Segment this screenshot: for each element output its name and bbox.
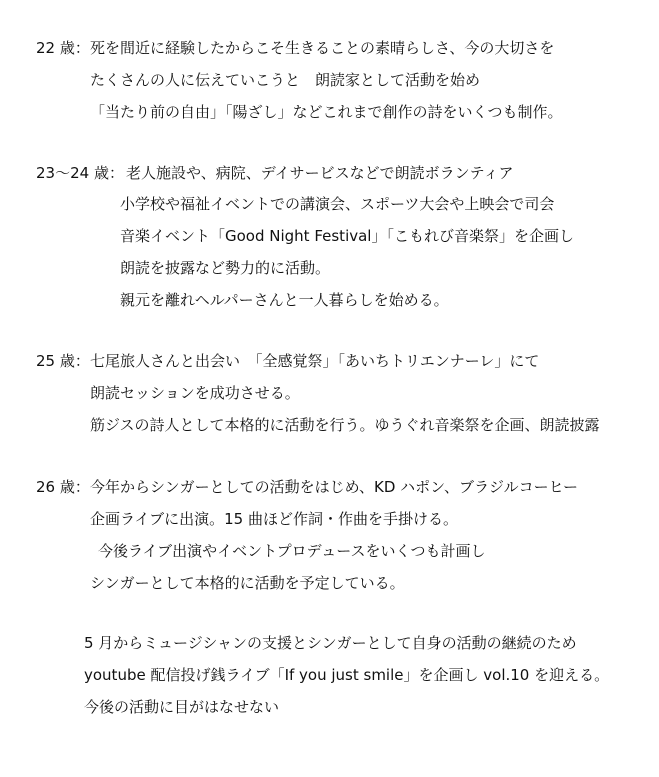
text-line: 老人施設や、病院、デイサービスなどで朗読ボランティア (126, 164, 514, 182)
text-line: youtube 配信投げ銭ライブ「If you just smile」を企画し vol.10 を迎える。 (84, 666, 610, 684)
age-label-26: 26 歳： (36, 478, 90, 496)
text-line: 七尾旅人さんと出会い 「全感覚祭」「あいちトリエンナーレ」にて (90, 352, 540, 370)
text-line: たくさんの人に伝えていこうと 朗読家として活動を始め (90, 71, 481, 89)
text-line: 今年からシンガーとしての活動をはじめ、KD ハポン、ブラジルコーヒー (90, 478, 579, 496)
age-label-25: 25 歳： (36, 352, 90, 370)
text-line: 死を間近に経験したからこそ生きることの素晴らしさ、今の大切さを (90, 39, 555, 57)
text-line: 今後ライブ出演やイベントプロデュースをいくつも計画し (98, 542, 486, 560)
text-line: 小学校や福祉イベントでの講演会、スポーツ大会や上映会で司会 (120, 195, 555, 213)
age-label-23-24: 23～24 歳： (36, 164, 124, 182)
text-line: 今後の活動に目がはなせない (84, 698, 280, 716)
text-line: 筋ジスの詩人として本格的に活動を行う。ゆうぐれ音楽祭を企画、朗読披露 (90, 416, 600, 434)
text-line: 5 月からミュージシャンの支援とシンガーとして自身の活動の継続のため (84, 634, 577, 652)
text-line: 「当たり前の自由」「陽ざし」などこれまで創作の詩をいくつも制作。 (90, 103, 563, 121)
text-line: シンガーとして本格的に活動を予定している。 (90, 574, 405, 592)
text-line: 親元を離れヘルパーさんと一人暮らしを始める。 (120, 291, 449, 309)
text-line: 企画ライブに出演。15 曲ほど作詞・作曲を手掛ける。 (90, 510, 458, 528)
age-label-22: 22 歳： (36, 39, 90, 57)
text-line: 音楽イベント「Good Night Festival」「こもれび音楽祭」を企画し (120, 227, 574, 245)
text-line: 朗読セッションを成功させる。 (90, 384, 300, 402)
text-line: 朗読を披露など勢力的に活動。 (120, 259, 331, 277)
